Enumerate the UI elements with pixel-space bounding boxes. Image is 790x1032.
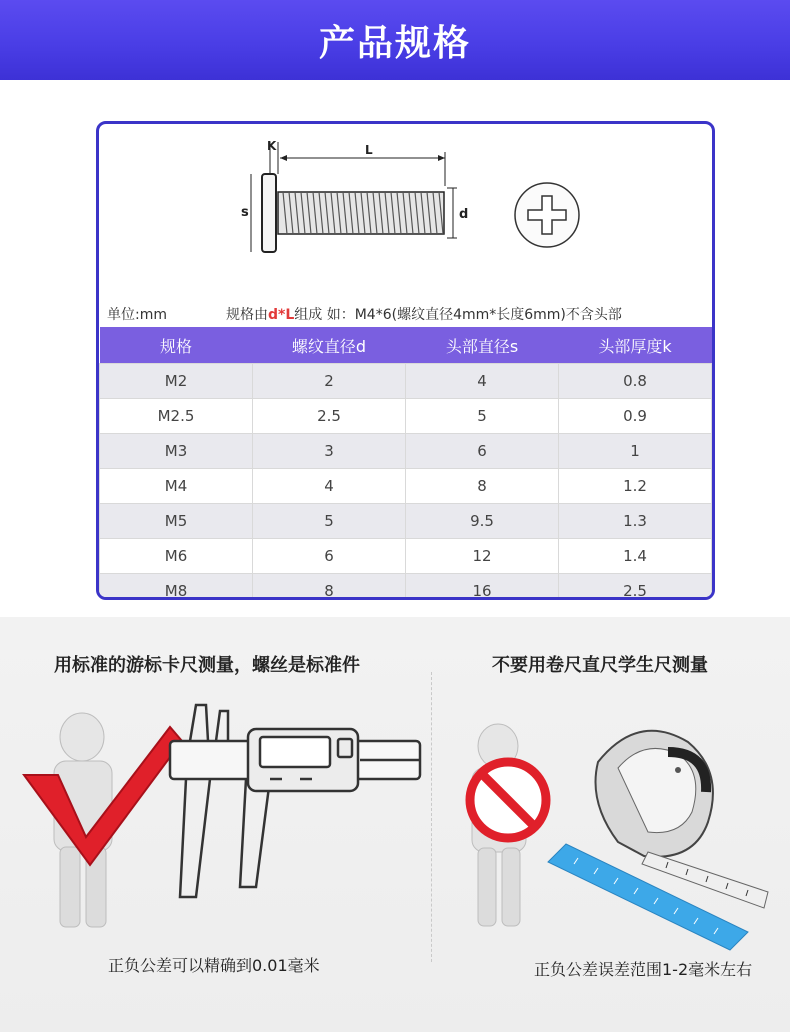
spec-prefix: 规格由	[226, 307, 268, 323]
s-label: s	[241, 205, 249, 220]
spec-suffix: 组成 如：M4*6(螺纹直径4mm*长度6mm)不含头部	[294, 307, 622, 323]
table-cell: M2.5	[100, 399, 253, 434]
table-cell: M8	[100, 574, 253, 601]
table-row	[100, 469, 712, 504]
table-cell: 0.9	[559, 399, 712, 434]
k-label: K	[267, 139, 277, 153]
table-cell: M4	[100, 469, 253, 504]
table-row	[100, 434, 712, 469]
title-banner	[0, 0, 790, 80]
divider	[431, 672, 432, 962]
table-cell: 3	[253, 434, 406, 469]
unit-label: 单位:mm	[107, 307, 167, 323]
table-cell: 9.5	[406, 504, 559, 539]
right-note: 正负公差误差范围1-2毫米左右	[534, 960, 753, 979]
table-cell: 1	[559, 434, 712, 469]
spec-card	[96, 121, 715, 600]
table-cell: 5	[253, 504, 406, 539]
left-note: 正负公差可以精确到0.01毫米	[108, 956, 320, 975]
table-cell: 4	[253, 469, 406, 504]
table-cell: M6	[100, 539, 253, 574]
spec-formula: d*L	[268, 307, 295, 323]
col-header: 规格	[100, 327, 253, 364]
col-header: 头部直径s	[406, 327, 559, 364]
table-cell: 6	[253, 539, 406, 574]
table-cell: 1.4	[559, 539, 712, 574]
spec-explanation	[226, 304, 622, 324]
prohibited-icon	[470, 762, 546, 838]
table-header-row	[100, 327, 712, 364]
spec-table	[99, 327, 712, 600]
table-cell: M3	[100, 434, 253, 469]
table-cell: 1.3	[559, 504, 712, 539]
table-cell: 0.8	[559, 364, 712, 399]
screw-diagram	[99, 124, 712, 294]
table-cell: 2.5	[253, 399, 406, 434]
d-label: d	[459, 207, 469, 222]
table-cell: 1.2	[559, 469, 712, 504]
table-row	[100, 539, 712, 574]
table-cell: 4	[406, 364, 559, 399]
col-header: 螺纹直径d	[253, 327, 406, 364]
right-caption: 不要用卷尺直尺学生尺测量	[492, 655, 708, 676]
unit-line	[107, 302, 707, 324]
table-cell: 2	[253, 364, 406, 399]
caliper-illustration	[20, 697, 430, 947]
table-cell: 16	[406, 574, 559, 601]
table-cell: 8	[406, 469, 559, 504]
table-row	[100, 504, 712, 539]
vernier-caliper	[170, 705, 420, 897]
table-cell: 6	[406, 434, 559, 469]
table-cell: M5	[100, 504, 253, 539]
table-cell: 12	[406, 539, 559, 574]
l-label: L	[365, 143, 373, 157]
table-cell: 5	[406, 399, 559, 434]
table-row	[100, 399, 712, 434]
table-cell: 8	[253, 574, 406, 601]
table-row	[100, 364, 712, 399]
table-cell: 2.5	[559, 574, 712, 601]
page-title: 产品规格	[318, 22, 471, 64]
table-row	[100, 574, 712, 601]
measurement-section	[0, 617, 790, 1032]
table-cell: M2	[100, 364, 253, 399]
left-caption: 用标准的游标卡尺测量，螺丝是标准件	[54, 655, 360, 676]
col-header: 头部厚度k	[559, 327, 712, 364]
tape-ruler-illustration	[448, 712, 778, 952]
